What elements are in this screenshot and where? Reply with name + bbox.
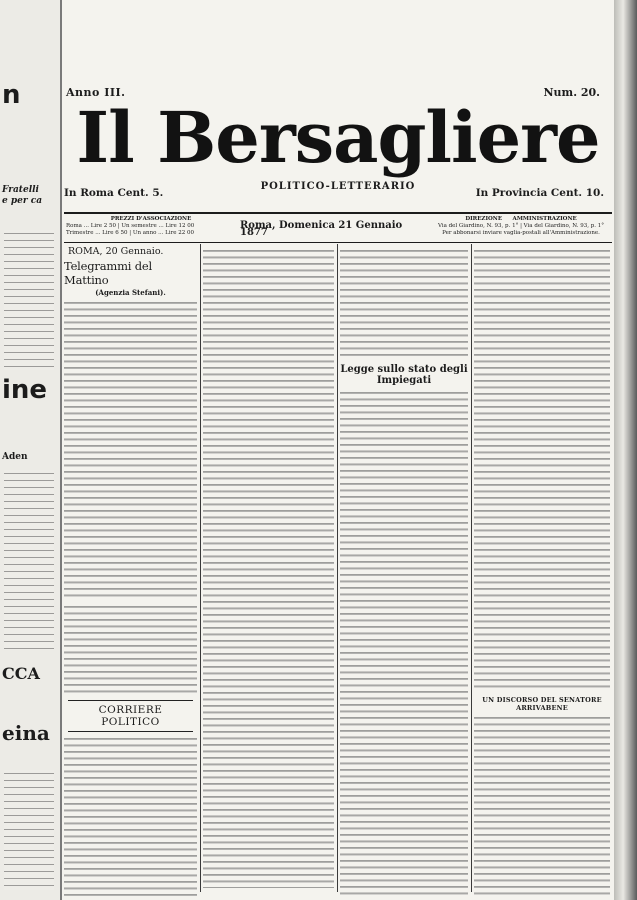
page-edge — [614, 0, 637, 900]
column-2 — [203, 244, 334, 896]
article-text — [474, 715, 610, 896]
newspaper-title: Il Bersagliere — [76, 96, 600, 179]
newspaper-subtitle: POLITICO-LETTERARIO — [260, 181, 416, 192]
amministrazione-label: AMMINISTRAZIONE — [512, 216, 577, 222]
newspaper-page — [62, 0, 614, 900]
price-province: In Provincia Cent. 10. — [475, 187, 604, 199]
column-4 — [474, 244, 610, 896]
agency-credit: (Agenzia Stefani). — [95, 288, 166, 297]
direzione-label: DIREZIONE — [465, 216, 503, 222]
article-text — [340, 248, 468, 358]
issue-date: Roma, Domenica 21 Gennaio 1877 — [240, 220, 403, 238]
rule-top — [64, 212, 612, 214]
column-divider — [471, 244, 472, 892]
subscription-prices — [66, 216, 236, 242]
column-1 — [64, 244, 197, 896]
prev-page-text — [4, 230, 54, 370]
article-heading: UN DISCORSO DEL SENATORE ARRIVABENE — [482, 696, 602, 712]
issue-number: Num. 20. — [543, 86, 600, 99]
year-label: Anno III. — [66, 86, 126, 99]
prices-label: PREZZI D'ASSOCIAZIONE — [110, 216, 192, 222]
article-text — [64, 300, 197, 600]
article-text — [203, 248, 334, 888]
article-text — [340, 390, 468, 896]
prev-page-fragment: eina — [2, 721, 50, 745]
prev-page-fragment: e per ca — [2, 196, 43, 206]
section-heading: Telegrammi del Mattino — [64, 259, 152, 287]
previous-page-strip — [0, 0, 62, 900]
address-line: Per abbonarsi inviare vaglia-postali all'Amministrazione. — [442, 230, 600, 236]
prev-page-fragment: CCA — [2, 664, 40, 683]
section-heading: CORRIERE POLITICO — [68, 700, 193, 732]
article-heading: Legge sullo stato degli Impiegati — [340, 364, 468, 386]
prev-page-fragment: n — [2, 80, 21, 110]
prev-page-fragment: ine — [2, 375, 48, 405]
prev-page-fragment: Fratelli — [2, 185, 39, 195]
prev-page-text — [4, 470, 54, 650]
article-text — [64, 736, 197, 896]
article-text — [64, 604, 197, 694]
dateline: ROMA, 20 Gennaio. — [68, 246, 164, 257]
rule-info — [64, 242, 612, 243]
editorial-offices — [432, 216, 610, 242]
column-divider — [200, 244, 201, 892]
masthead — [62, 78, 614, 213]
prev-page-fragment: Aden — [2, 452, 28, 462]
address-line: Via del Giardino, N. 93, p. 1° | Via del Giardino, N. 93, p. 1° — [437, 223, 605, 229]
prev-page-text — [4, 770, 54, 890]
column-divider — [337, 244, 338, 892]
column-3 — [340, 244, 468, 896]
article-text — [474, 248, 610, 688]
prices-line: Roma ... Lire 2 50 | Un semestre ... Lire 12 00 — [66, 223, 195, 229]
prices-line: Trimestre ... Lire 6 50 | Un anno ... Lire 22 00 — [66, 230, 194, 236]
price-rome: In Roma Cent. 5. — [64, 187, 164, 199]
